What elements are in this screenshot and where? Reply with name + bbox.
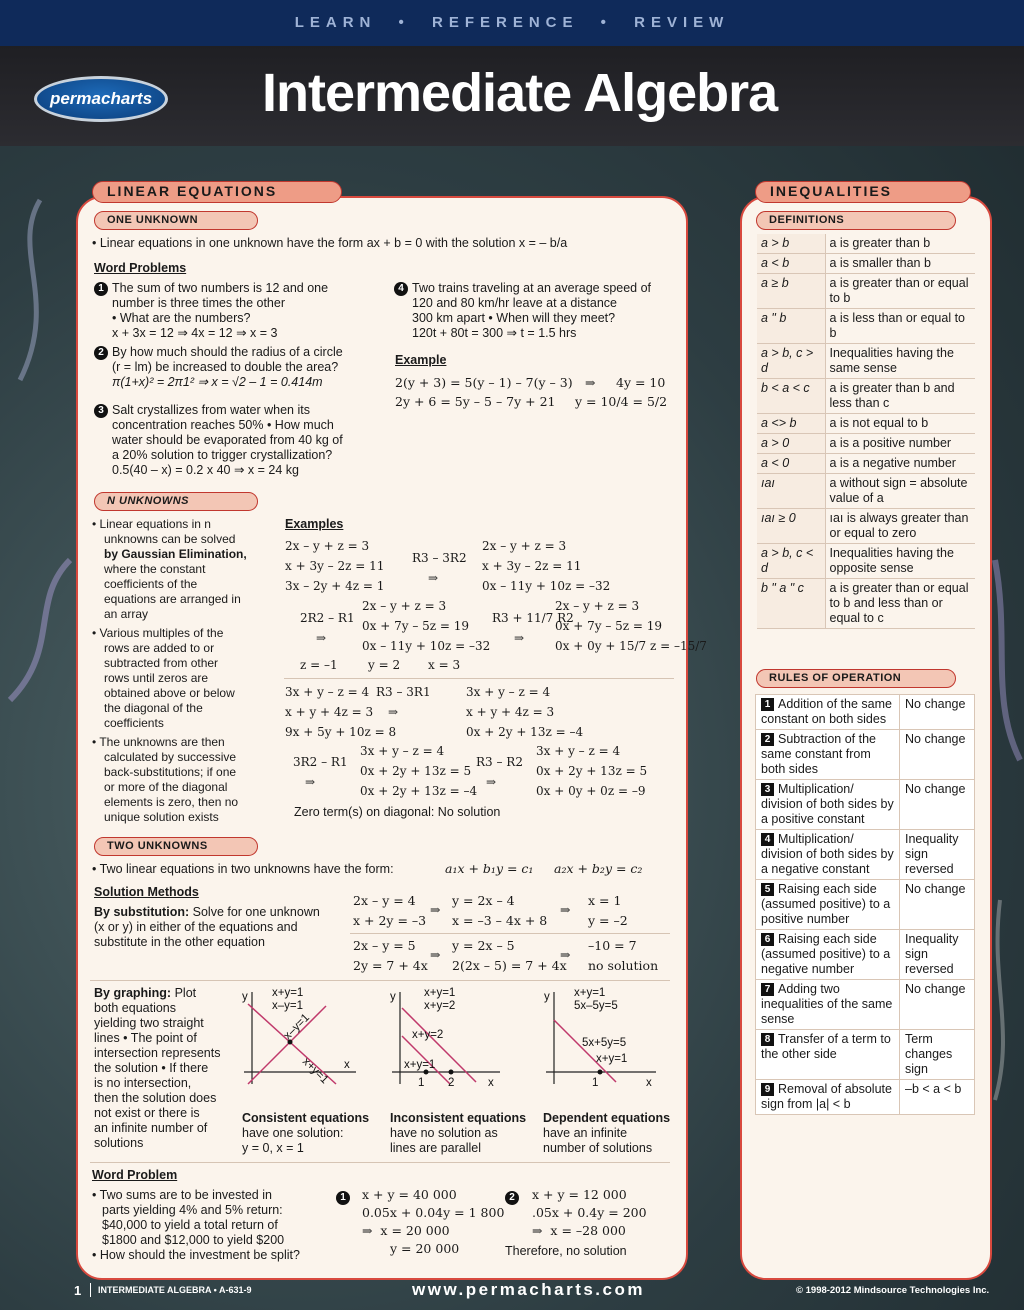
rule-effect: Term changes sign (900, 1030, 975, 1080)
rule-row (756, 1080, 975, 1115)
banner-reference: REFERENCE (431, 14, 579, 31)
footer-divider (90, 1283, 91, 1297)
definition-row (757, 454, 975, 474)
system-2: 2x – y + z = 3 x + 3y – 2z = 11 0x – 11y + 10z = –32 (482, 539, 611, 593)
operation-6: 3R2 – R1 ⇒ (293, 755, 348, 789)
rule-effect: No change (900, 730, 975, 780)
graph2-label-a: x+y=1 (424, 987, 456, 999)
definition-meaning: a is a negative number (825, 454, 975, 474)
solution-z: z = –1 (300, 658, 338, 672)
n-unknowns-tab: N UNKNOWNS (94, 492, 258, 511)
caption-dependent: Dependent equations have an infinite number of solutions (543, 1111, 671, 1155)
system-1: 2x – y + z = 3 x + 3y – 2z = 11 3x – 2y + 4z = 1 (285, 539, 385, 593)
subst-1b: y = 2x – 4 x = –3 – 4x + 8 (452, 893, 548, 928)
definition-symbol: a > b, c < d (757, 544, 825, 579)
banner-learn: LEARN (294, 14, 377, 31)
system-8: 3x + y – z = 4 0x + 2y + 13z = 5 0x + 0y + 0z = –9 (536, 744, 648, 798)
substitution-text: By substitution: Solve for one unknown (x or y) in either of the equations and substitute in the other equation (94, 905, 320, 949)
divider (90, 1162, 670, 1163)
definition-symbol: b < a < c (757, 379, 825, 414)
subst-2a: 2x – y = 5 2y = 7 + 4x (353, 938, 428, 973)
definitions-tab: DEFINITIONS (756, 211, 956, 230)
definition-meaning: a without sign = absolute value of a (825, 474, 975, 509)
graph1-label-a: x+y=1 (272, 987, 304, 999)
definition-row (757, 274, 975, 309)
rule-number-icon: 1 (761, 698, 774, 711)
word-solution-2-conclusion: Therefore, no solution (505, 1244, 627, 1258)
top-banner (0, 0, 1024, 46)
rule-number-icon: 6 (761, 933, 774, 946)
graph1-line-label-b: x+y=1 (299, 1055, 331, 1087)
definition-symbol: ıaı (757, 474, 825, 509)
definition-meaning: a is less than or equal to b (825, 309, 975, 344)
graph3-x-label: x (646, 1077, 652, 1089)
graph2-tick-2: 2 (448, 1077, 455, 1089)
graph3-line-label-b: x+y=1 (596, 1053, 628, 1065)
definition-meaning: a is greater than or equal to b (825, 274, 975, 309)
system-7: 3x + y – z = 4 0x + 2y + 13z = 5 0x + 2y + 13z = –4 (360, 744, 478, 798)
word-solution-2: x + y = 12 000 .05x + 0.4y = 200 ⇒ x = –28 000 (532, 1187, 647, 1238)
operation-5: R3 – 3R1 ⇒ (376, 685, 431, 719)
subst-2b: y = 2x – 5 2(2x – 5) = 7 + 4x (452, 938, 567, 973)
graph2-tick-1: 1 (418, 1077, 425, 1089)
example-result-1: 4y = 10 (616, 375, 666, 390)
definition-symbol: a " b (757, 309, 825, 344)
definition-meaning: a is greater than b (825, 234, 975, 254)
number-1-icon: 1 (336, 1191, 350, 1205)
graph3-label-a: x+y=1 (574, 987, 606, 999)
rule-number-icon: 7 (761, 983, 774, 996)
definitions-table (757, 234, 975, 629)
definition-meaning: a is not equal to b (825, 414, 975, 434)
definition-row (757, 309, 975, 344)
product-code: INTERMEDIATE ALGEBRA • A-631-9 (98, 1285, 252, 1295)
operation-3: R3 + 11/7 R2 ⇒ (492, 611, 574, 645)
graph2-line-label-a: x+y=2 (412, 1029, 444, 1041)
problem-3: 3 Salt crystallizes from water when its concentration reaches 50% • How much water should be evaporated from 40 kg of a 20% solution to trigger crystallization? 0.5(40 – x) = 0.2 x 40 ⇒ x = 24 kg (94, 403, 384, 478)
definition-row (757, 434, 975, 454)
examples-heading: Examples (285, 517, 344, 531)
rule-description: 2 Subtraction of the same constant from both sides (756, 730, 900, 780)
rule-row (756, 830, 975, 880)
rules-table (755, 694, 975, 1115)
definition-symbol: a <> b (757, 414, 825, 434)
definition-row (757, 509, 975, 544)
rule-row (756, 780, 975, 830)
rule-effect: No change (900, 880, 975, 930)
page-title: Intermediate Algebra (262, 63, 778, 123)
graphs (236, 984, 676, 1094)
rule-row (756, 695, 975, 730)
footer (0, 1280, 1024, 1310)
divider (90, 980, 670, 981)
arrow: ⇒ (560, 902, 571, 917)
operation-2: 2R2 – R1 ⇒ (300, 611, 355, 645)
arrow: ⇒ (430, 947, 441, 962)
definition-symbol: a > b (757, 234, 825, 254)
solution-methods-heading: Solution Methods (94, 885, 199, 899)
definition-symbol: a > 0 (757, 434, 825, 454)
graph2-label-b: x+y=2 (424, 1000, 456, 1012)
word-problems-heading: Word Problems (94, 261, 187, 275)
n-unknowns-bullet-1: • Linear equations in n unknowns can be solved by Gaussian Elimination, where the constant coefficients of the equations are arranged in an array (92, 517, 247, 621)
definition-row (757, 474, 975, 509)
banner-dot: • (398, 14, 410, 31)
rules-of-operation-tab: RULES OF OPERATION (756, 669, 956, 688)
rule-number-icon: 5 (761, 883, 774, 896)
graph1-label-b: x–y=1 (272, 1000, 304, 1012)
divider (284, 678, 674, 679)
rule-description: 8 Transfer of a term to the other side (756, 1030, 900, 1080)
word-problem-text: • Two sums are to be invested in parts yielding 4% and 5% return: $40,000 to yield a total return of $1800 and $12,000 to yield $200 • How should the investment be split? (92, 1188, 300, 1262)
graph3-tick-1: 1 (592, 1077, 599, 1089)
definition-meaning: Inequalities having the same sense (825, 344, 975, 379)
system-4: 2x – y + z = 3 0x + 7y – 5z = 19 0x + 0y + 15/7 z = –15/7 (555, 599, 707, 653)
rule-effect: No change (900, 695, 975, 730)
example-result-2: y = 10/4 = 5/2 (575, 394, 668, 409)
rule-description: 4 Multiplication/ division of both sides by a negative constant (756, 830, 900, 880)
implies-arrow: ⇒ (585, 375, 596, 390)
subst-1c: x = 1 y = –2 (588, 893, 628, 928)
example-line-1: 2(y + 3) = 5(y – 1) – 7(y – 3) (395, 375, 573, 390)
problem-2: 2 By how much should the radius of a circle (r = lm) be increased to double the area? π(1+x)² = 2π1² ⇒ x = √2 – 1 = 0.414m (94, 345, 384, 390)
rule-row (756, 980, 975, 1030)
definition-row (757, 254, 975, 274)
graph1-line-label-a: x–y=1 (281, 1011, 313, 1043)
one-unknown-tab: ONE UNKNOWN (94, 211, 258, 230)
rule-description: 9 Removal of absolute sign from |a| < b (756, 1080, 900, 1115)
definition-row (757, 544, 975, 579)
rule-effect: No change (900, 980, 975, 1030)
rule-number-icon: 9 (761, 1083, 774, 1096)
form-2: a₂x + b₂y = c₂ (554, 861, 643, 876)
rule-row (756, 1030, 975, 1080)
rule-description: 3 Multiplication/ division of both sides by a positive constant (756, 780, 900, 830)
number-4-icon: 4 (394, 282, 408, 296)
rule-effect: Inequality sign reversed (900, 930, 975, 980)
rule-number-icon: 4 (761, 833, 774, 846)
problem-1: 1 The sum of two numbers is 12 and one number is three times the other • What are the numbers? x + 3x = 12 ⇒ 4x = 12 ⇒ x = 3 (94, 281, 384, 341)
arrow: ⇒ (430, 902, 441, 917)
graph2-y-label: y (390, 991, 396, 1003)
problem-4: 4 Two trains traveling at an average speed of 120 and 80 km/hr leave at a distance 300 km apart • When will they meet? 120t + 80t = 300 ⇒ t = 1.5 hrs (394, 281, 684, 341)
definition-meaning: Inequalities having the opposite sense (825, 544, 975, 579)
banner-dot: • (600, 14, 612, 31)
arrow: ⇒ (560, 947, 571, 962)
subst-2c: –10 = 7 no solution (588, 938, 659, 973)
number-3-icon: 3 (94, 404, 108, 418)
system-6: 3x + y – z = 4 x + y + 4z = 3 0x + 2y + 13z = –4 (466, 685, 584, 739)
inequalities-heading: INEQUALITIES (755, 181, 971, 203)
graph-dependent (544, 987, 656, 1089)
form-1: a₁x + b₁y = c₁ (445, 861, 534, 876)
page-number: 1 (74, 1283, 82, 1298)
example-line-2: 2y + 6 = 5y – 5 – 7y + 21 (395, 394, 556, 409)
copyright: © 1998-2012 Mindsource Technologies Inc. (796, 1285, 990, 1296)
graph-consistent (242, 987, 356, 1086)
zero-diagonal-note: Zero term(s) on diagonal: No solution (294, 805, 501, 819)
definition-symbol: a ≥ b (757, 274, 825, 309)
definition-row (757, 234, 975, 254)
number-1-icon: 1 (94, 282, 108, 296)
graph1-x-label: x (344, 1059, 350, 1071)
definition-row (757, 344, 975, 379)
one-unknown-intro: • Linear equations in one unknown have the form ax + b = 0 with the solution x = – b/a (92, 236, 568, 250)
rule-number-icon: 3 (761, 783, 774, 796)
word-solution-1: x + y = 40 000 0.05x + 0.04y = 1 800 ⇒ x = 20 000 y = 20 000 (362, 1187, 505, 1256)
operation-7: R3 – R2 ⇒ (476, 755, 523, 789)
word-problem-heading: Word Problem (92, 1168, 178, 1182)
rule-description: 7 Adding two inequalities of the same sense (756, 980, 900, 1030)
rule-number-icon: 8 (761, 1033, 774, 1046)
graph-inconsistent (390, 987, 500, 1089)
graph3-line-label-a: 5x+5y=5 (582, 1037, 627, 1049)
definition-symbol: a < 0 (757, 454, 825, 474)
rule-row (756, 880, 975, 930)
system-3: 2x – y + z = 3 0x + 7y – 5z = 19 0x – 11y + 10z = –32 (362, 599, 491, 653)
definition-meaning: a is a positive number (825, 434, 975, 454)
rule-row (756, 930, 975, 980)
header (0, 46, 1024, 146)
n-unknowns-bullet-3: • The unknowns are then calculated by successive back-substitutions; if one or more of the diagonal elements is zero, then no unique solution exists (92, 735, 239, 824)
graph3-y-label: y (544, 991, 550, 1003)
rule-effect: No change (900, 780, 975, 830)
caption-consistent: Consistent equations have one solution: y = 0, x = 1 (242, 1111, 370, 1155)
definition-row (757, 379, 975, 414)
definition-symbol: a > b, c > d (757, 344, 825, 379)
graph2-x-label: x (488, 1077, 494, 1089)
definition-symbol: a < b (757, 254, 825, 274)
operation-1: R3 – 3R2 ⇒ (412, 551, 467, 585)
two-unknowns-intro: • Two linear equations in two unknowns have the form: (92, 862, 394, 876)
rule-description: 5 Raising each side (assumed positive) to a positive number (756, 880, 900, 930)
definition-meaning: a is greater than or equal to b and less than or equal to c (825, 579, 975, 629)
graph2-line-label-b: x+y=1 (404, 1059, 436, 1071)
divider (350, 933, 670, 934)
subst-1a: 2x – y = 4 x + 2y = –3 (353, 893, 427, 928)
website-link[interactable]: www.permacharts.com (412, 1280, 645, 1299)
two-unknowns-tab: TWO UNKNOWNS (94, 837, 258, 856)
number-2-icon: 2 (505, 1191, 519, 1205)
n-unknowns-bullet-2: • Various multiples of the rows are added to or subtracted from other rows until zeros are obtained above or below the diagonal of the coefficients (92, 626, 235, 730)
system-5: 3x + y – z = 4 x + y + 4z = 3 9x + 5y + 10z = 8 (285, 685, 397, 739)
rule-number-icon: 2 (761, 733, 774, 746)
definition-row (757, 414, 975, 434)
definition-meaning: a is greater than b and less than c (825, 379, 975, 414)
solution-y: y = 2 (368, 658, 401, 672)
number-2-icon: 2 (94, 346, 108, 360)
definition-symbol: ıaı ≥ 0 (757, 509, 825, 544)
solution-x: x = 3 (428, 658, 461, 672)
rule-row (756, 730, 975, 780)
graph3-label-b: 5x–5y=5 (574, 1000, 618, 1012)
rule-description: 6 Raising each side (assumed positive) to a negative number (756, 930, 900, 980)
permacharts-logo[interactable]: permacharts (34, 76, 168, 122)
graphing-text: By graphing: Plot both equations yielding two straight lines • The point of intersection represents the solution • If there is no intersection, then the solution does not exist or there is an infinite number of solutions (94, 986, 221, 1150)
banner-review: REVIEW (634, 14, 730, 31)
example-heading: Example (395, 353, 447, 367)
definition-meaning: ıaı is always greater than or equal to zero (825, 509, 975, 544)
linear-equations-heading: LINEAR EQUATIONS (92, 181, 342, 203)
rule-effect: Inequality sign reversed (900, 830, 975, 880)
caption-inconsistent: Inconsistent equations have no solution as lines are parallel (390, 1111, 527, 1155)
rule-effect: –b < a < b (900, 1080, 975, 1115)
graph1-y-label: y (242, 991, 248, 1003)
definition-symbol: b " a " c (757, 579, 825, 629)
definition-meaning: a is smaller than b (825, 254, 975, 274)
definition-row (757, 579, 975, 629)
rule-description: 1 Addition of the same constant on both sides (756, 695, 900, 730)
